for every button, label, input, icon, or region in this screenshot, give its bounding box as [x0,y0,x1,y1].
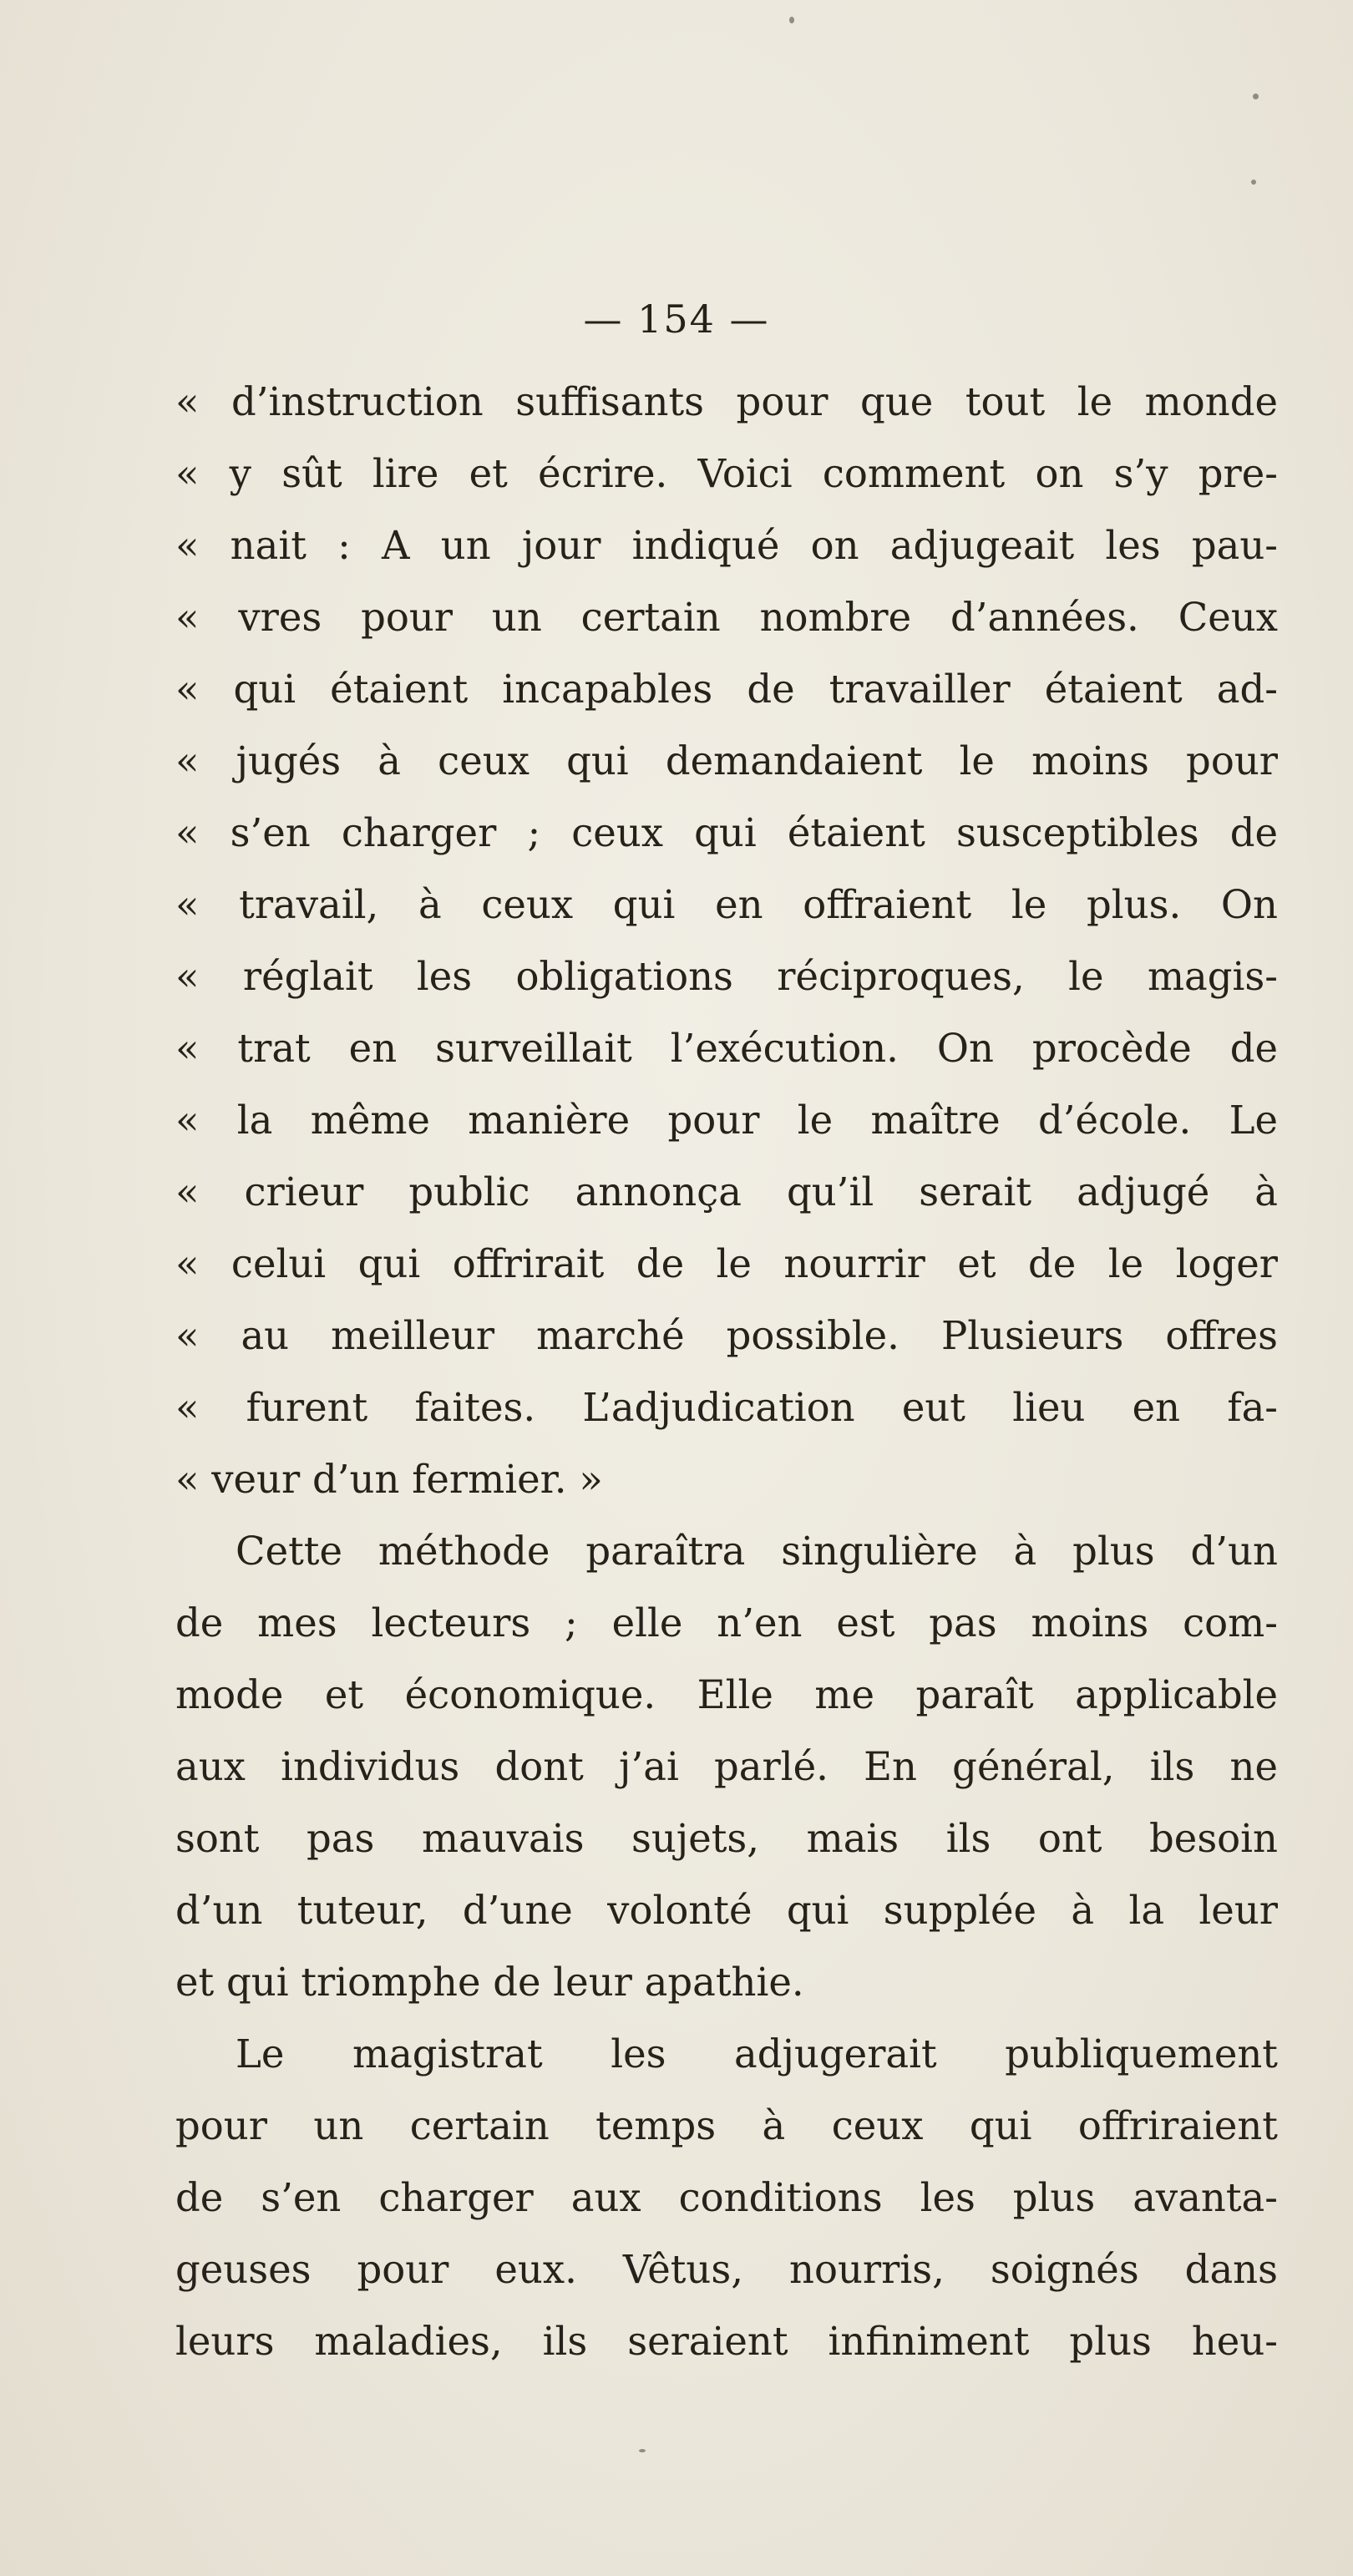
text-line: « réglait les obligations réciproques, le magis- [175,954,1278,999]
text-line: « jugés à ceux qui demandaient le moins pour [175,738,1278,783]
text-line: mode et économique. Elle me paraît applicable [175,1672,1278,1717]
text-line: « veur d’un fermier. » [175,1457,603,1502]
text-line: « d’instruction suffisants pour que tout le monde [175,379,1278,424]
text-line: « nait : A un jour indiqué on adjugeait les pau- [175,523,1278,568]
text-line: « au meilleur marché possible. Plusieurs offres [175,1313,1278,1358]
text-line: « celui qui offrirait de le nourrir et de le loger [175,1241,1278,1286]
paragraph-first-line: Cette méthode paraîtra singulière à plus d’un [236,1529,1278,1574]
body-text [175,366,1278,2377]
paragraph-first-line: Le magistrat les adjugerait publiquement [236,2031,1278,2077]
text-line: sont pas mauvais sujets, mais ils ont besoin [175,1816,1278,1861]
text-line: « travail, à ceux qui en offraient le plus. On [175,882,1278,927]
text-line: « la même manière pour le maître d’école. Le [175,1098,1278,1143]
text-line: « y sût lire et écrire. Voici comment on s’y pre- [175,451,1278,496]
text-line: et qui triomphe de leur apathie. [175,1960,804,2005]
page-number: — 154 — [583,297,770,342]
text-line: leurs maladies, ils seraient infiniment plus heu- [175,2319,1278,2364]
text-line: « crieur public annonça qu’il serait adjugé à [175,1169,1278,1214]
text-line: « furent faites. L’adjudication eut lieu en fa- [175,1385,1278,1430]
paper-speck [1251,180,1256,185]
paper-speck [1253,94,1259,99]
paper-speck [639,2449,646,2452]
text-line: aux individus dont j’ai parlé. En général, ils ne [175,1744,1278,1789]
text-line: geuses pour eux. Vêtus, nourris, soignés dans [175,2247,1278,2292]
text-line: de s’en charger aux conditions les plus avanta- [175,2175,1278,2220]
text-line: de mes lecteurs ; elle n’en est pas moins com- [175,1600,1278,1645]
text-line: « vres pour un certain nombre d’années. Ceux [175,595,1278,640]
text-line: pour un certain temps à ceux qui offriraient [175,2103,1278,2148]
paper-speck [789,17,794,23]
text-line: « qui étaient incapables de travailler étaient ad- [175,667,1278,712]
text-line: d’un tuteur, d’une volonté qui supplée à la leur [175,1888,1278,1933]
text-line: « s’en charger ; ceux qui étaient susceptibles de [175,810,1278,855]
text-line: « trat en surveillait l’exécution. On procède de [175,1026,1278,1071]
